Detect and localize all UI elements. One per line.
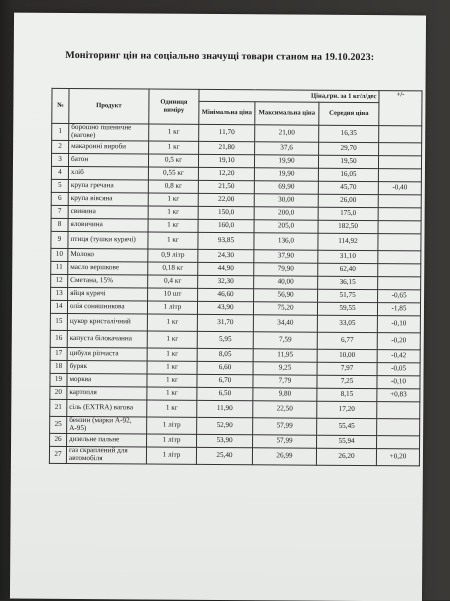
min-price: 5,95 [197, 331, 253, 348]
min-price: 160,0 [198, 219, 254, 232]
max-price: 40,00 [254, 276, 318, 289]
product-name: масло вершкове [68, 261, 148, 275]
col-header-unit: Одиниця виміру [149, 89, 199, 124]
row-number: 10 [51, 248, 68, 261]
product-name: картопля [67, 386, 147, 400]
avg-price: 7,97 [317, 362, 377, 375]
max-price: 19,90 [254, 155, 318, 168]
avg-price: 45,70 [318, 181, 378, 194]
product-name: сіль (EXTRA) вагова [67, 399, 147, 417]
unit-cell: 0,4 кг [148, 275, 198, 288]
price-change [379, 143, 422, 156]
unit-cell: 10 шт [148, 288, 198, 301]
max-price: 11,95 [253, 349, 317, 362]
unit-cell: 0,18 кг [148, 262, 198, 275]
row-number: 12 [51, 274, 68, 287]
min-price: 6,60 [197, 361, 253, 374]
avg-price: 36,15 [318, 276, 378, 289]
row-number: 5 [51, 179, 68, 192]
max-price: 7,79 [253, 375, 317, 388]
min-price: 6,50 [197, 387, 253, 400]
avg-price: 16,35 [319, 125, 379, 142]
row-number: 17 [50, 347, 67, 360]
col-header-change: +/- [379, 91, 422, 126]
price-change [378, 195, 421, 208]
avg-price: 31,10 [318, 250, 378, 263]
min-price: 11,90 [197, 400, 253, 417]
unit-cell: 1 літр [147, 301, 197, 314]
row-number: 18 [50, 360, 67, 373]
unit-cell: 1 кг [147, 348, 197, 361]
min-price: 52,90 [197, 417, 253, 434]
product-name: борошно пшеничне (вагове) [69, 123, 149, 141]
avg-price: 55,94 [317, 435, 377, 448]
col-header-no: № [52, 88, 69, 123]
avg-price: 6,77 [317, 332, 377, 349]
price-change [377, 402, 420, 419]
price-change: -0,65 [378, 290, 421, 303]
min-price: 93,85 [198, 232, 254, 249]
price-change [379, 126, 422, 143]
min-price: 31,70 [197, 314, 253, 331]
unit-cell: 1 кг [148, 219, 198, 232]
row-number: 7 [51, 205, 68, 218]
max-price: 57,99 [253, 435, 317, 448]
row-number: 1 [52, 123, 69, 140]
row-number: 26 [50, 433, 67, 446]
unit-cell: 1 кг [147, 400, 197, 417]
price-change [378, 264, 421, 277]
row-number: 3 [51, 153, 68, 166]
max-price: 37,90 [254, 250, 318, 263]
price-change: -1,85 [377, 303, 420, 316]
product-name: макаронні вироби [69, 140, 149, 154]
row-number: 9 [51, 231, 68, 248]
row-number: 14 [50, 300, 67, 313]
row-number: 8 [51, 218, 68, 231]
row-number: 20 [50, 386, 67, 399]
product-name: газ скраплений для автомобіля [66, 446, 146, 464]
max-price: 22,50 [253, 401, 317, 418]
unit-cell: 0,55 кг [148, 167, 198, 180]
unit-cell: 1 кг [148, 206, 198, 219]
max-price: 21,00 [255, 125, 319, 142]
paper-sheet [10, 13, 426, 601]
price-change: -0,10 [377, 376, 420, 389]
product-name: цукор кристалічний [67, 313, 147, 331]
min-price: 32,30 [198, 275, 254, 288]
avg-price: 26,00 [318, 194, 378, 207]
product-name: крупа вівсяна [68, 192, 148, 206]
price-change [378, 234, 421, 251]
max-price: 56,90 [254, 289, 318, 302]
unit-cell: 1 літр [146, 447, 196, 464]
price-change [378, 251, 421, 264]
max-price: 19,90 [254, 168, 318, 181]
min-price: 53,90 [197, 434, 253, 447]
price-change [378, 277, 421, 290]
unit-cell: 1 кг [147, 361, 197, 374]
max-price: 26,99 [252, 448, 316, 465]
max-price: 75,20 [253, 302, 317, 315]
price-change: +0,20 [376, 449, 419, 466]
max-price: 205,0 [254, 220, 318, 233]
avg-price: 16,05 [318, 168, 378, 181]
col-header-avg: Середня ціна [319, 102, 379, 125]
price-change [377, 419, 420, 436]
unit-cell: 1 літр [147, 417, 197, 434]
avg-price: 17,20 [317, 401, 377, 418]
product-name: буряк [67, 360, 147, 374]
max-price: 30,00 [254, 194, 318, 207]
price-change: -0,10 [377, 316, 420, 333]
unit-cell: 1 кг [147, 314, 197, 331]
product-name: яйця курячі [68, 287, 148, 301]
product-name: цибуля ріпчаста [67, 347, 147, 361]
product-name: яловичина [68, 218, 148, 232]
avg-price: 175,0 [318, 207, 378, 220]
avg-price: 114,92 [318, 233, 378, 250]
product-name: капуста білокачанна [67, 330, 147, 348]
unit-cell: 1 літр [147, 434, 197, 447]
product-name: свинина [68, 205, 148, 219]
product-name: бензин (марки А-92, А-95) [67, 416, 147, 434]
max-price: 37,6 [255, 142, 319, 155]
min-price: 43,90 [197, 301, 253, 314]
avg-price: 29,70 [319, 142, 379, 155]
row-number: 2 [52, 140, 69, 153]
min-price: 21,50 [198, 180, 254, 193]
price-change [377, 436, 420, 449]
row-number: 15 [50, 313, 67, 330]
product-name: батон [68, 153, 148, 167]
price-change: -0,42 [377, 350, 420, 363]
avg-price: 62,40 [318, 263, 378, 276]
document-title: Моніторинг цін на соціально значущі товари станом на 19.10.2023: [65, 49, 375, 64]
max-price: 9,80 [253, 388, 317, 401]
avg-price: 26,20 [316, 448, 376, 465]
min-price: 12,20 [198, 167, 254, 180]
unit-cell: 1 кг [147, 387, 197, 400]
min-price: 46,60 [198, 288, 254, 301]
unit-cell: 1 кг [148, 232, 198, 249]
avg-price: 59,55 [317, 302, 377, 315]
min-price: 25,40 [196, 447, 252, 464]
max-price: 200,0 [254, 207, 318, 220]
max-price: 79,90 [254, 263, 318, 276]
avg-price: 33,05 [317, 315, 377, 332]
unit-cell: 1 кг [149, 141, 199, 154]
avg-price: 10,00 [317, 349, 377, 362]
min-price: 44,90 [198, 262, 254, 275]
avg-price: 51,75 [318, 289, 378, 302]
unit-cell: 0,9 літр [148, 249, 198, 262]
row-number: 11 [51, 261, 68, 274]
max-price: 34,40 [253, 315, 317, 332]
product-name: дизельне пальне [67, 433, 147, 447]
price-change [379, 156, 422, 169]
avg-price: 182,50 [318, 220, 378, 233]
product-name: Молоко [68, 248, 148, 262]
max-price: 9,25 [253, 362, 317, 375]
col-header-price-group: Ціна,грн. за 1 кг/л/дес [199, 89, 379, 102]
avg-price: 7,25 [317, 375, 377, 388]
product-name: морква [67, 373, 147, 387]
unit-cell: 1 кг [147, 331, 197, 348]
price-change [378, 169, 421, 182]
min-price: 11,70 [199, 124, 255, 141]
max-price: 136,0 [254, 233, 318, 250]
max-price: 57,99 [253, 418, 317, 435]
row-number: 4 [51, 166, 68, 179]
avg-price: 8,15 [317, 388, 377, 401]
min-price: 22,00 [198, 193, 254, 206]
price-change: -0,20 [377, 333, 420, 350]
row-number: 19 [50, 373, 67, 386]
row-number: 16 [50, 330, 67, 347]
price-table [49, 88, 423, 467]
min-price: 19,10 [198, 154, 254, 167]
price-change: +0,83 [377, 389, 420, 402]
row-number: 13 [51, 287, 68, 300]
price-change: -0,40 [378, 182, 421, 195]
avg-price: 55,45 [317, 418, 377, 435]
row-number: 27 [49, 446, 66, 463]
unit-cell: 1 кг [147, 374, 197, 387]
product-name: птиця (тушки курячі) [68, 231, 148, 249]
avg-price: 19,50 [318, 155, 378, 168]
table-row [49, 446, 419, 466]
table-body [49, 123, 421, 466]
unit-cell: 0,8 кг [148, 180, 198, 193]
col-header-max: Максимальна ціна [255, 102, 319, 125]
row-number: 25 [50, 416, 67, 433]
min-price: 6,70 [197, 374, 253, 387]
price-change [378, 221, 421, 234]
min-price: 150,0 [198, 206, 254, 219]
unit-cell: 1 кг [148, 193, 198, 206]
unit-cell: 0,5 кг [148, 154, 198, 167]
product-name: олія соняшникова [67, 300, 147, 314]
product-name: хліб [68, 166, 148, 180]
max-price: 7,59 [253, 332, 317, 349]
price-change [378, 208, 421, 221]
product-name: крупа гречана [68, 179, 148, 193]
unit-cell: 1 кг [149, 124, 199, 141]
min-price: 21,80 [199, 141, 255, 154]
min-price: 24,30 [198, 249, 254, 262]
row-number: 21 [50, 399, 67, 416]
max-price: 69,90 [254, 181, 318, 194]
price-change: -0,05 [377, 363, 420, 376]
row-number: 6 [51, 192, 68, 205]
product-name: Сметана, 15% [68, 274, 148, 288]
col-header-product: Продукт [69, 88, 149, 124]
col-header-min: Мінімальна ціна [199, 101, 255, 124]
min-price: 8,05 [197, 348, 253, 361]
